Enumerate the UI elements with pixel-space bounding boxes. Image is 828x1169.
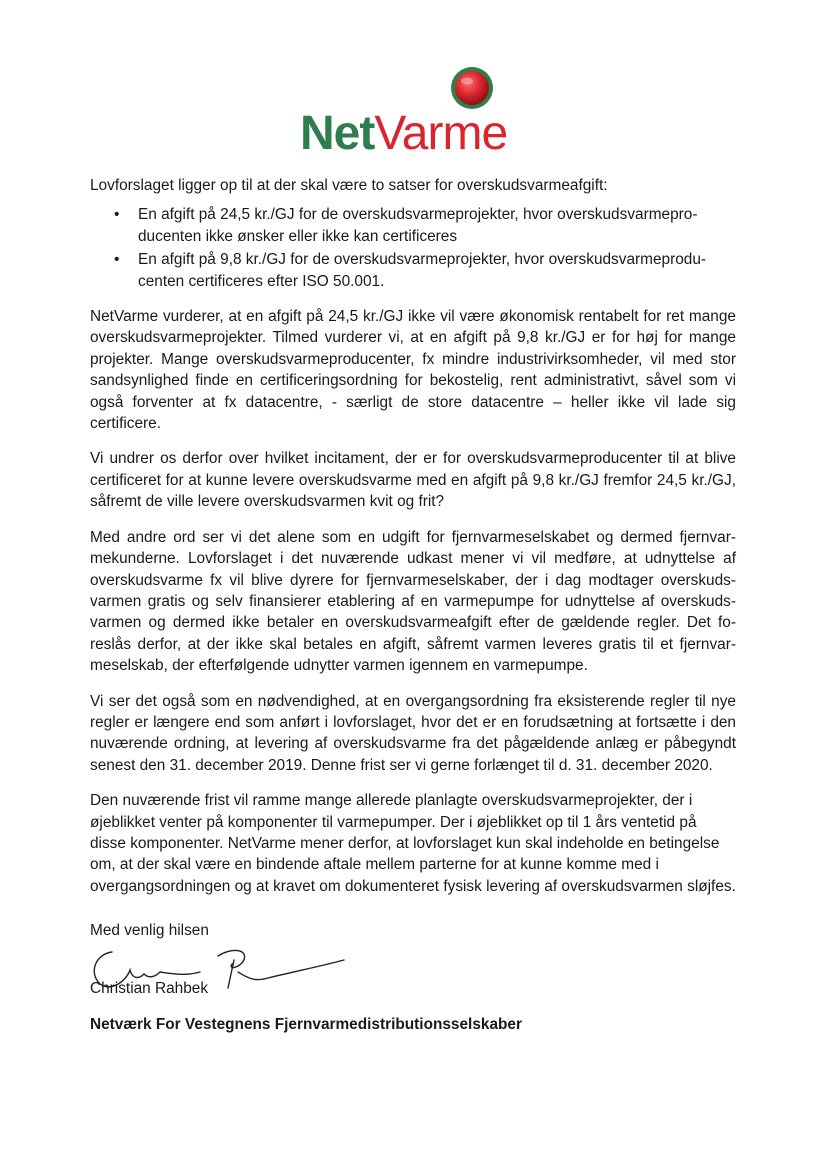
signer-name: Christian Rahbek [90,980,209,997]
list-item-text: En afgift på 9,8 kr./GJ for de overskudsvarmeprojekter, hvor overskudsvarmeproducenten certificeres efter ISO 50.001. [138,251,707,290]
signature-block [90,920,736,1033]
closing-greeting: Med venlig hilsen [90,922,209,939]
netvarme-logo [296,62,536,166]
logo-ball-icon [450,66,494,110]
rate-list [90,204,736,292]
paragraph: Den nuværende frist vil ramme mange allerede planlagte overskudsvarmeprojekter, der i øjeblikket venter på komponenter til varmepumper. Der i øjeblikket op til 1 års ventetid på disse komponenter. NetVarme mener derfor, at lovforslaget kun skal indeholde en betingelse om, at der skal være en bindende aftale mellem parterne for at kunne komme med i overgangsordningen og at kravet om dokumenteret fysisk levering af overskudsvarmen sløjfes. [90,792,736,895]
list-item [90,249,736,292]
paragraph: NetVarme vurderer, at en afgift på 24,5 kr./GJ ikke vil være økonomisk rentabelt for ret mange overskudsvarmeprojekter. Tilmed vurderer vi, at en afgift på 9,8 kr./GJ er for høj for mange projekter. Mange overskudsvarmeproducenter, fx mindre industrivirksomheder, vil med stor sandsynlighed finde en certificeringsordning for bekostelig, rent administrativt, såvel som vi også forventer at fx datacentre, - særligt de store datacentre – heller ikke vil lade sig certificere. [90,308,736,433]
list-item [90,204,736,247]
paragraph: Vi ser det også som en nødvendighed, at en overgangsordning fra eksisterende regler til nye regler er længere end som anført i lovforslaget, hvor det er en forudsætning at fortsætte i den nuværende ordning, at levering af overskudsvarme fra det pågældende anlæg er påbegyndt senest den 31. december 2019. Denne frist ser vi gerne forlænget til d. 31. december 2020. [90,692,736,774]
letter-body [90,175,736,911]
list-item-text: En afgift på 24,5 kr./GJ for de overskudsvarmeprojekter, hvor overskudsvarmeproducenten ikke ønsker eller ikke kan certificeres [138,206,698,245]
logo-varme-text: Varme [374,107,508,160]
bullet-icon: • [114,251,120,269]
paragraph: Med andre ord ser vi det alene som en udgift for fjernvarmeselskabet og dermed fjernvarmekunderne. Lovforslaget i det nuværende udkast mener vi vil medføre, at udnyttelse af overskudsvarme fx vil blive dyrere for fjernvarmeselskaber, der i dag modtager overskudsvarmen gratis og selv finansierer etablering af en varmepumpe for udnyttelse af overskudsvarmen og dermed ikke betaler en overskudsvarmeafgift efter de gældende regler. Det foreslås derfor, at der ikke skal betales en afgift, såfremt varmen leveres gratis til et fjernvarmeselskab, der efterfølgende udnytter varmen igennem en varmepumpe. [90,528,736,675]
intro-paragraph: Lovforslaget ligger op til at der skal være to satser for overskudsvarmeafgift: [90,177,608,194]
organization-name: Netværk For Vestegnens Fjernvarmedistributionsselskaber [90,1016,522,1033]
paragraph: Vi undrer os derfor over hvilket incitament, der er for overskudsvarmeproducenter til at blive certificeret for at kunne levere overskudsvarme med en afgift på 9,8 kr./GJ fremfor 24,5 kr./GJ, såfremt de ville levere overskudsvarmen kvit og frit? [90,450,736,511]
bullet-icon: • [114,206,120,224]
logo-wordmark [300,108,507,160]
logo-net-text: Net [300,107,375,160]
